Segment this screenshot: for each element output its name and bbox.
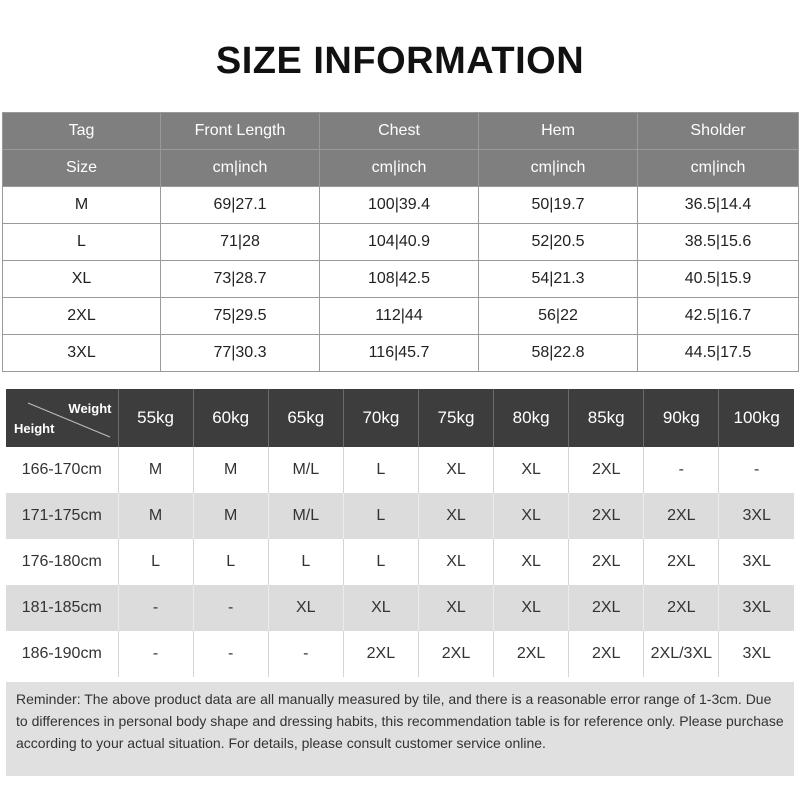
table-cell: Chest [320,113,479,150]
size-cell: XL [343,585,418,631]
size-cell: M [118,493,193,539]
reminder-note: Reminder: The above product data are all manually measured by tile, and there is a reasonable error range of 1-3cm. Due to differences in personal body shape and dressing habits, this recommendation table is for reference only. Please purchase according to your actual situation. For details, please consult customer service online. [6,682,794,776]
size-cell: M [118,447,193,493]
size-cell: 3XL [719,631,794,677]
page-title: SIZE INFORMATION [215,40,585,82]
height-cell: 186-190cm [6,631,118,677]
table-cell: 116|45.7 [320,335,479,372]
size-cell: - [193,585,268,631]
table-cell: 58|22.8 [479,335,638,372]
size-cell: 2XL [644,585,719,631]
size-cell: - [118,631,193,677]
corner-header [6,389,118,447]
size-cell: XL [418,585,493,631]
table-row [6,493,794,539]
table-row [6,447,794,493]
table-cell: cm|inch [638,150,799,187]
size-cell: - [268,631,343,677]
size-cell: XL [494,493,569,539]
size-cell: L [343,539,418,585]
table-cell: 54|21.3 [479,261,638,298]
size-cell: 2XL/3XL [644,631,719,677]
table-row [3,224,799,261]
table-cell: cm|inch [320,150,479,187]
table-row [3,335,799,372]
weight-header: 65kg [268,389,343,447]
weight-header: 60kg [193,389,268,447]
table-cell: 2XL [3,298,161,335]
height-cell: 166-170cm [6,447,118,493]
weight-label: Weight [68,401,112,416]
table-row [3,187,799,224]
size-table [2,112,799,372]
table-cell: 50|19.7 [479,187,638,224]
table-cell: cm|inch [479,150,638,187]
table-cell: 73|28.7 [161,261,320,298]
table-cell: 71|28 [161,224,320,261]
table-cell: M [3,187,161,224]
table-cell: 69|27.1 [161,187,320,224]
table-cell: 75|29.5 [161,298,320,335]
height-cell: 176-180cm [6,539,118,585]
height-cell: 171-175cm [6,493,118,539]
size-cell: L [268,539,343,585]
size-cell: 2XL [569,631,644,677]
size-cell: M [193,447,268,493]
size-cell: L [118,539,193,585]
weight-header: 100kg [719,389,794,447]
height-label: Height [14,421,55,436]
table-row [6,585,794,631]
table-cell: XL [3,261,161,298]
size-cell: 2XL [418,631,493,677]
size-header-bottom [3,150,799,187]
size-cell: 3XL [719,493,794,539]
size-cell: 2XL [569,493,644,539]
size-cell: XL [494,585,569,631]
size-cell: M [193,493,268,539]
size-cell: XL [418,493,493,539]
size-cell: 2XL [569,447,644,493]
size-cell: - [193,631,268,677]
weight-header: 80kg [494,389,569,447]
table-cell: Sholder [638,113,799,150]
table-cell: L [3,224,161,261]
weight-header: 70kg [343,389,418,447]
table-cell: 112|44 [320,298,479,335]
size-cell: L [343,447,418,493]
size-cell: 2XL [569,539,644,585]
size-cell: L [343,493,418,539]
table-cell: 100|39.4 [320,187,479,224]
height-cell: 181-185cm [6,585,118,631]
table-cell: 52|20.5 [479,224,638,261]
table-cell: 44.5|17.5 [638,335,799,372]
table-cell: 77|30.3 [161,335,320,372]
size-cell: XL [418,539,493,585]
table-row [6,631,794,677]
size-cell: M/L [268,493,343,539]
table-cell: 42.5|16.7 [638,298,799,335]
table-cell: 3XL [3,335,161,372]
size-cell: XL [268,585,343,631]
recommendation-table [6,389,794,677]
weight-header: 55kg [118,389,193,447]
table-cell: cm|inch [161,150,320,187]
table-cell: 36.5|14.4 [638,187,799,224]
weight-header: 75kg [418,389,493,447]
table-cell: Front Length [161,113,320,150]
size-cell: XL [418,447,493,493]
table-row [6,539,794,585]
size-cell: XL [494,447,569,493]
table-cell: Hem [479,113,638,150]
weight-header: 90kg [644,389,719,447]
table-cell: 108|42.5 [320,261,479,298]
size-cell: L [193,539,268,585]
size-cell: 2XL [644,539,719,585]
table-cell: Size [3,150,161,187]
size-cell: 2XL [644,493,719,539]
size-cell: M/L [268,447,343,493]
weight-header: 85kg [569,389,644,447]
size-cell: 3XL [719,539,794,585]
table-cell: Tag [3,113,161,150]
size-cell: 3XL [719,585,794,631]
size-cell: - [719,447,794,493]
size-cell: 2XL [494,631,569,677]
table-row [3,261,799,298]
size-cell: 2XL [569,585,644,631]
size-cell: - [118,585,193,631]
size-cell: 2XL [343,631,418,677]
size-header-top [3,113,799,150]
table-cell: 40.5|15.9 [638,261,799,298]
table-cell: 56|22 [479,298,638,335]
diagonal-divider [6,389,118,447]
size-cell: XL [494,539,569,585]
table-cell: 104|40.9 [320,224,479,261]
table-row [3,298,799,335]
table-cell: 38.5|15.6 [638,224,799,261]
size-cell: - [644,447,719,493]
